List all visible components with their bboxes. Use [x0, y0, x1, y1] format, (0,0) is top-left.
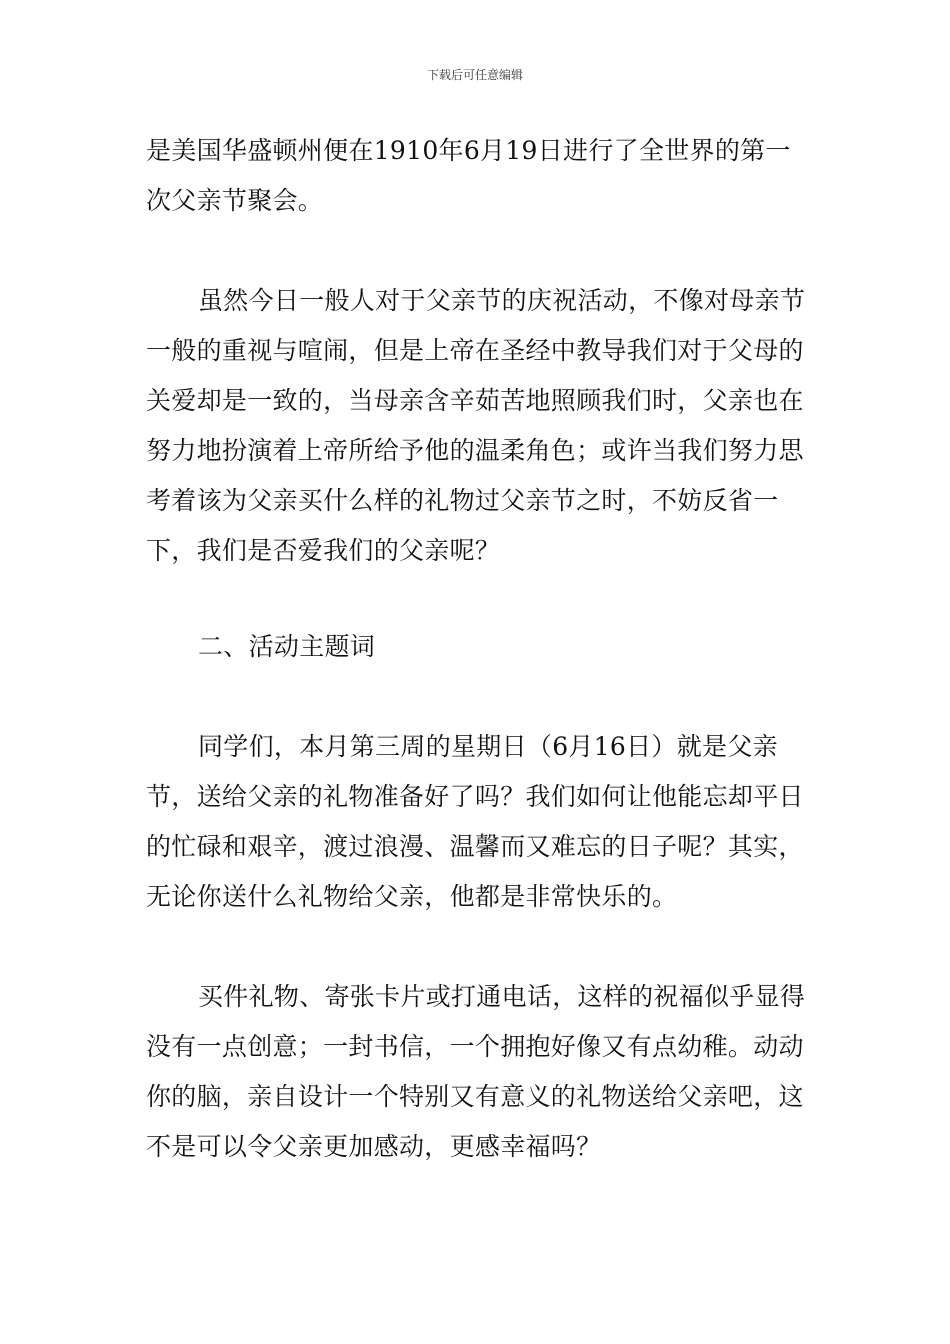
section-heading: 二、活动主题词: [198, 632, 376, 661]
paragraph-block-3: [146, 722, 810, 922]
paragraph-block-2: [146, 276, 810, 576]
paragraph-1: 是美国华盛顿州便在1910年6月19日进行了全世界的第一次父亲节聚会。: [146, 136, 791, 215]
paragraph-2: 虽然今日一般人对于父亲节的庆祝活动，不像对母亲节一般的重视与喧闹，但是上帝在圣经中教导我们对于父母的关爱却是一致的，当母亲含辛茹苦地照顾我们时，父亲也在努力地扮演着上帝所给予他的温柔角色；或许当我们努力思考着该为父亲买什么样的礼物过父亲节之时，不妨反省一下，我们是否爱我们的父亲呢？: [146, 286, 806, 565]
section-heading-block: [146, 622, 810, 672]
page-header: 下载后可任意编辑: [426, 68, 523, 82]
paragraph-4: 买件礼物、寄张卡片或打通电话，这样的祝福似乎显得没有一点创意；一封书信，一个拥抱好像又有点幼稚。动动你的脑，亲自设计一个特别又有意义的礼物送给父亲吧，这不是可以令父亲更加感动，更感幸福吗？: [146, 982, 806, 1161]
paragraph-3: 同学们，本月第三周的星期日（6月16日）就是父亲节，送给父亲的礼物准备好了吗？我们如何让他能忘却平日的忙碌和艰辛，渡过浪漫、温馨而又难忘的日子呢？其实，无论你送什么礼物给父亲，他都是非常快乐的。: [146, 732, 804, 911]
paragraph-block-4: [146, 972, 810, 1172]
paragraph-continuation: [146, 126, 810, 226]
